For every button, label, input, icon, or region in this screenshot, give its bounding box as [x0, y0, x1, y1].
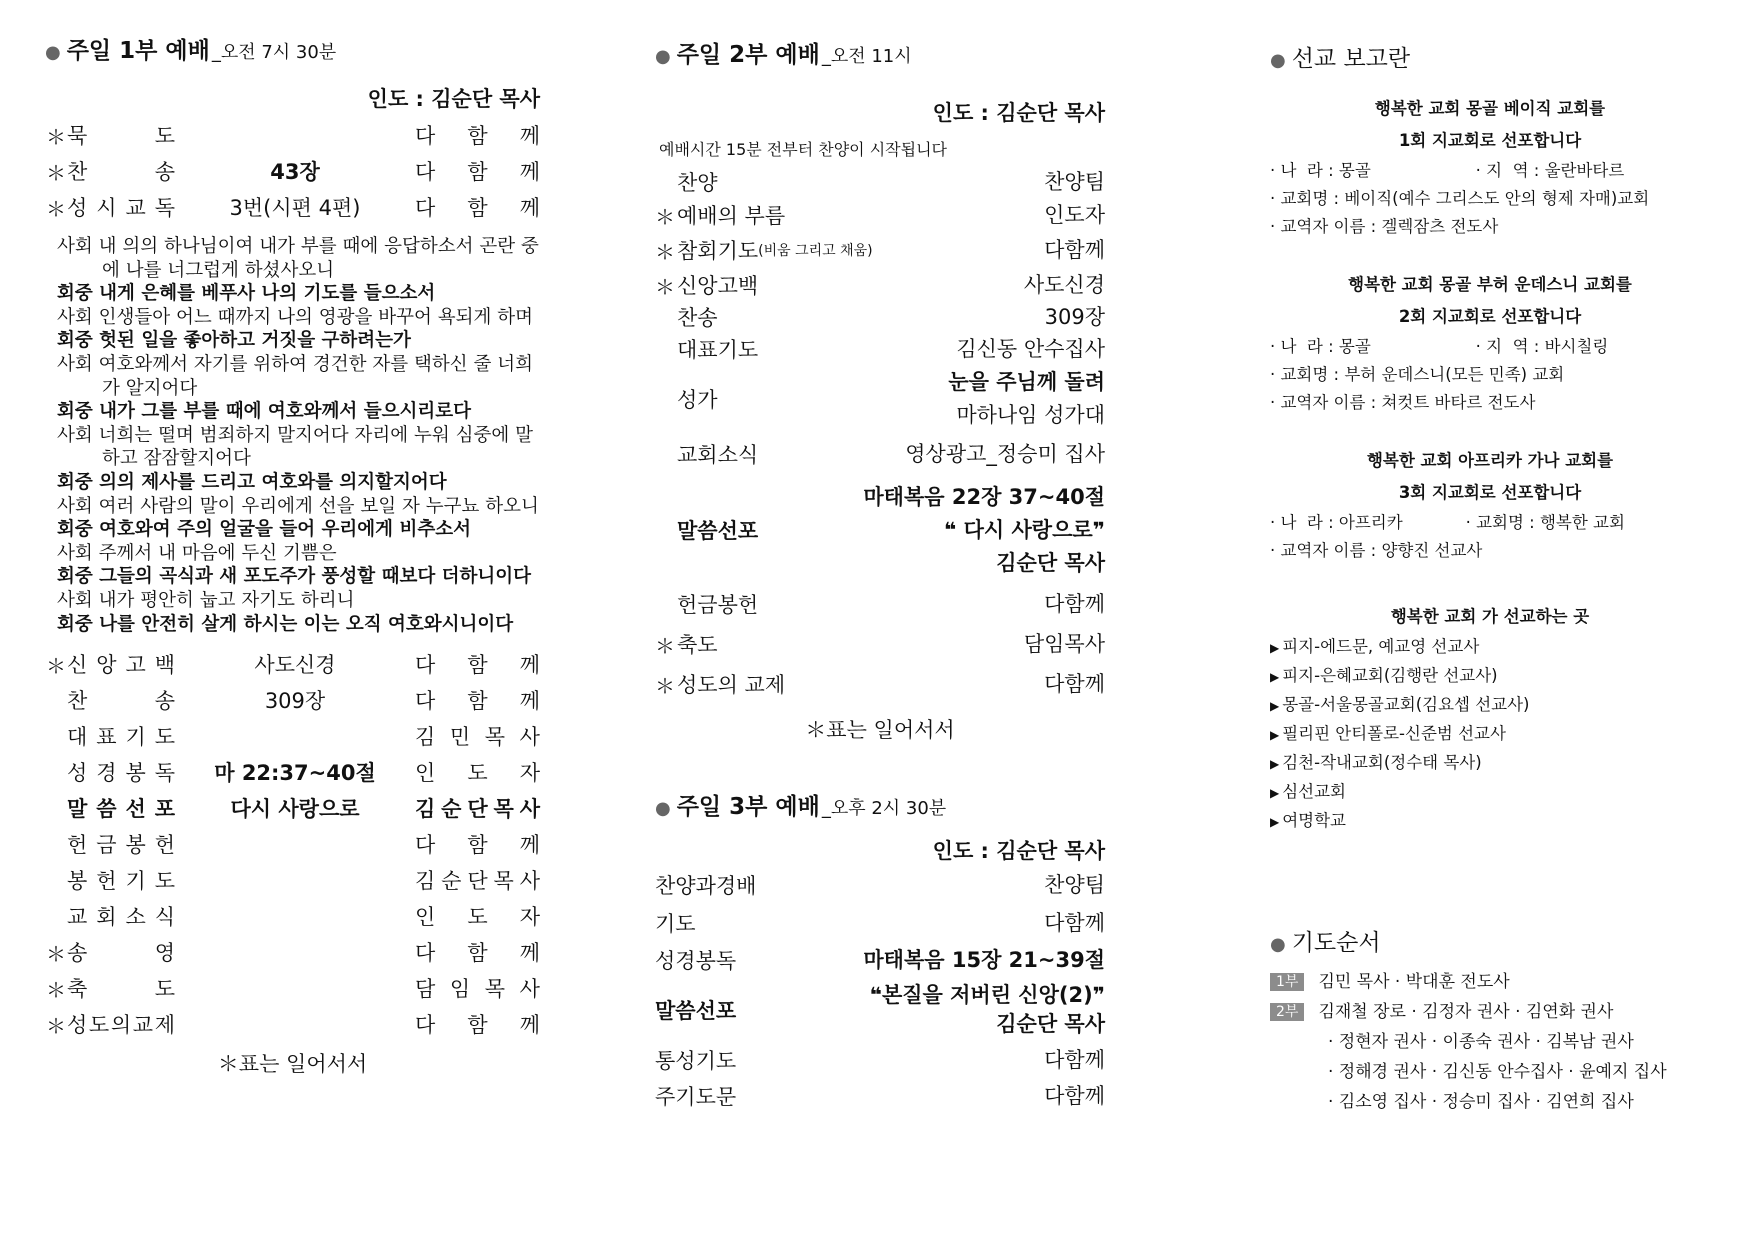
triangle-icon: ▶	[1270, 641, 1280, 655]
value-line: 마태복음 22장 37~40절	[863, 484, 1105, 509]
order-item-name: 기도	[655, 912, 696, 936]
order-item-value	[1044, 871, 1105, 900]
order-item-name: 대표기도	[677, 338, 759, 362]
order-row	[655, 332, 1105, 366]
mission-detail: · 교회명 : 부허 운데스니(모든 민족) 교회	[1270, 365, 1565, 384]
order-item-name: 교회소식	[677, 443, 759, 467]
order-item-name: 성 시 교 독	[67, 196, 175, 220]
stand-mark: ＊	[46, 124, 66, 149]
stand-mark: ＊	[46, 941, 66, 966]
stand-mark: ＊	[655, 204, 675, 229]
triangle-icon: ▶	[1270, 728, 1280, 742]
order-row	[655, 166, 1105, 198]
value-line: 담임목사	[1023, 632, 1105, 656]
service3-order	[655, 865, 1105, 1113]
order-item-detail: 다시 사랑으로	[230, 797, 360, 822]
value-line: 눈을 주님께 돌려	[948, 370, 1105, 394]
order-item-label	[655, 384, 718, 414]
order-row	[655, 624, 1105, 664]
stand-mark: ＊	[46, 653, 66, 678]
order-item-label	[655, 302, 718, 332]
mission-place	[1270, 720, 1710, 749]
mission-report	[1270, 93, 1710, 836]
order-item-person: 인 도 자	[415, 905, 540, 930]
order-item-person: 다 함 께	[415, 941, 540, 966]
value-line: 다함께	[1044, 238, 1105, 262]
value-line: 영상광고_정승미 집사	[905, 442, 1105, 466]
order-item-person: 담 임 목 사	[415, 977, 540, 1002]
responsive-reading	[57, 235, 540, 636]
mission-place	[1270, 807, 1710, 836]
order-item-label	[655, 995, 736, 1025]
prayer-row	[1270, 1027, 1710, 1057]
order-item-name: 찬 송	[67, 160, 175, 184]
service1-time: _오전 7시 30분	[211, 42, 337, 63]
mission-place-text: 피지-에드문, 예교영 선교사	[1282, 637, 1480, 656]
reading-line: 사회 너희는 떨며 범죄하지 말지어다 자리에 누워 심중에 말하고 잠잠할지어다	[57, 424, 533, 470]
order-item-note: (비움 그리고 채움)	[758, 243, 873, 259]
mission-heading: 행복한 교회 아프리카 가나 교회를	[1366, 451, 1614, 470]
order-item-label	[655, 439, 758, 469]
order-item-name: 말씀선포	[655, 999, 737, 1023]
order-item-detail: 309장	[264, 689, 326, 714]
order-item-value	[1045, 302, 1105, 332]
order-item-value	[948, 366, 1105, 432]
order-item-value	[1024, 629, 1105, 659]
service2-header	[655, 36, 1105, 69]
reading-line: 회중 의의 제사를 드리고 여호와를 의지할지어다	[57, 471, 447, 493]
order-item-person: 다 함 께	[415, 653, 540, 678]
order-row	[45, 754, 540, 790]
service3-time: _오후 2시 30분	[821, 798, 947, 819]
prayer-row	[1270, 967, 1710, 997]
order-item-value	[863, 481, 1105, 580]
reading-line: 회중 나를 안전히 살게 하시는 이는 오직 여호와시니이다	[57, 613, 514, 635]
bullet-icon: ●	[1270, 50, 1286, 71]
order-item-label	[655, 629, 718, 659]
reading-line: 사회 내가 평안히 눕고 자기도 하리니	[57, 589, 355, 611]
order-item-value	[905, 439, 1105, 469]
order-item-name: 말 씀 선 포	[67, 797, 175, 822]
order-row	[655, 366, 1105, 432]
order-item-value	[1044, 909, 1105, 938]
service2-title: 주일 2부 예배	[676, 42, 820, 68]
order-item-label	[655, 870, 756, 900]
service2-column	[655, 36, 1105, 1113]
prayer-header	[1270, 924, 1710, 957]
order-item-label	[655, 1045, 736, 1075]
value-line: ❝본질을 저버린 신앙(2)❞	[869, 983, 1105, 1007]
order-row	[45, 682, 540, 718]
reading-line: 회중 그들의 곡식과 새 포도주가 풍성할 때보다 더하니이다	[57, 566, 531, 588]
value-line: 인도자	[1044, 203, 1105, 227]
service1-order-top	[45, 117, 540, 225]
order-item-value	[863, 946, 1105, 975]
value-line: 마하나임 성가대	[956, 403, 1105, 427]
triangle-icon: ▶	[1270, 786, 1280, 800]
order-row	[655, 865, 1105, 905]
order-item-name: 성도의 교제	[677, 673, 786, 697]
order-item-name: 주기도문	[655, 1085, 737, 1109]
order-item-name: 송 영	[67, 941, 175, 966]
order-row	[655, 268, 1105, 302]
reading-line: 사회 인생들아 어느 때까지 나의 영광을 바꾸어 욕되게 하며	[57, 306, 533, 328]
order-item-person: 다 함 께	[415, 1013, 540, 1038]
order-item-name: 대 표 기 도	[67, 725, 175, 750]
stand-mark: ＊	[46, 977, 66, 1002]
order-item-detail: 사도신경	[254, 653, 336, 678]
reading-line: 사회 여러 사람의 말이 우리에게 선을 보일 자 누구뇨 하오니	[57, 495, 539, 517]
mission-place-text: 필리핀 안티폴로-신준범 선교사	[1282, 724, 1506, 743]
order-item-label	[655, 908, 696, 938]
mission-column	[1270, 40, 1710, 1117]
order-row	[45, 970, 540, 1006]
mission-detail: · 교역자 이름 : 겔렉잠츠 전도사	[1270, 217, 1499, 236]
mission-places-heading: 행복한 교회 가 선교하는 곳	[1390, 607, 1590, 626]
order-item-name: 묵 도	[67, 124, 175, 148]
order-item-name: 신 앙 고 백	[67, 653, 175, 678]
prayer-names: · 정현자 권사 · 이종숙 권사 · 김복남 권사	[1328, 1032, 1634, 1052]
order-item-value	[1044, 1082, 1105, 1111]
value-line: 김순단 목사	[996, 1012, 1105, 1036]
order-item-person: 김 순 단 목 사	[415, 797, 540, 822]
order-row	[45, 826, 540, 862]
service2-notice: 예배시간 15분 전부터 찬양이 시작됩니다	[659, 140, 947, 159]
order-item-value	[870, 981, 1105, 1039]
order-item-value	[1044, 1046, 1105, 1075]
order-row	[655, 941, 1105, 979]
order-item-value	[1044, 589, 1105, 619]
order-item-value	[1044, 167, 1105, 197]
value-line: 마태복음 15장 21~39절	[863, 947, 1105, 972]
order-row	[45, 646, 540, 682]
reading-line: 회중 헛된 일을 좋아하고 거짓을 구하려는가	[57, 330, 411, 352]
order-item-name: 헌금봉헌	[677, 593, 759, 617]
order-item-name: 찬양과경배	[655, 874, 757, 898]
service2-time: _오전 11시	[821, 46, 912, 67]
order-item-name: 말씀선포	[677, 519, 759, 543]
service3-title: 주일 3부 예배	[676, 794, 820, 820]
service1-leader: 인도 : 김순단 목사	[367, 87, 540, 111]
order-item-name: 봉 헌 기 도	[67, 869, 175, 894]
order-row	[655, 584, 1105, 624]
triangle-icon: ▶	[1270, 757, 1280, 771]
order-item-detail: 43장	[270, 160, 320, 184]
value-line: ❝ 다시 사랑으로❞	[944, 517, 1105, 542]
order-item-person: 다 함 께	[415, 689, 540, 714]
prayer-names: 김재철 장로 · 김정자 권사 · 김연화 권사	[1318, 1002, 1614, 1022]
mission-detail: · 교회명 : 베이직(예수 그리스도 안의 형제 자매)교회	[1270, 189, 1650, 208]
order-row	[45, 862, 540, 898]
prayer-row	[1270, 1087, 1710, 1117]
bullet-icon: ●	[1270, 934, 1286, 955]
mission-heading: 3회 지교회로 선포합니다	[1398, 483, 1582, 502]
value-line: 찬양팀	[1044, 170, 1105, 194]
reading-line: 사회 여호와께서 자기를 위하여 경건한 자를 택하신 줄 너희가 알지어다	[57, 353, 533, 399]
mission-detail: · 교역자 이름 : 쳐컷트 바타르 전도사	[1270, 393, 1536, 412]
mission-heading: 1회 지교회로 선포합니다	[1398, 131, 1582, 150]
order-item-label	[655, 945, 736, 975]
prayer-names: 김민 목사 · 박대훈 전도사	[1318, 972, 1510, 992]
reading-line: 회중 내가 그를 부를 때에 여호와께서 들으시리로다	[57, 401, 471, 423]
mission-heading: 행복한 교회 몽골 베이직 교회를	[1374, 99, 1606, 118]
bullet-icon: ●	[655, 46, 671, 67]
order-item-name: 축도	[677, 633, 718, 657]
order-item-person: 다 함 께	[415, 196, 540, 220]
order-row	[45, 718, 540, 754]
order-row	[45, 898, 540, 934]
order-row	[45, 153, 540, 189]
service-badge: 1부	[1270, 973, 1304, 991]
order-item-label	[655, 235, 873, 265]
stand-mark: ＊	[655, 239, 675, 264]
order-row	[45, 790, 540, 826]
stand-mark: ＊	[655, 274, 675, 299]
service1-order-bottom	[45, 646, 540, 1042]
order-item-name: 헌 금 봉 헌	[67, 833, 175, 858]
bullet-icon: ●	[45, 42, 61, 63]
prayer-names: · 김소영 집사 · 정승미 집사 · 김연희 집사	[1328, 1092, 1634, 1112]
prayer-row	[1270, 1057, 1710, 1087]
service3-header	[655, 788, 1105, 821]
order-row	[45, 117, 540, 153]
mission-place-text: 몽골-서울몽골교회(김요셉 선교사)	[1282, 695, 1530, 714]
value-line: 김순단 목사	[996, 550, 1105, 575]
order-row	[655, 905, 1105, 941]
stand-mark: ＊	[655, 673, 675, 698]
order-item-name: 성가	[677, 388, 718, 412]
mission-heading: 2회 지교회로 선포합니다	[1398, 307, 1582, 326]
order-row	[655, 1041, 1105, 1079]
spacer	[1270, 565, 1710, 593]
triangle-icon: ▶	[1270, 670, 1280, 684]
order-item-name: 신앙고백	[677, 274, 759, 298]
service2-footnote: ＊표는 일어서서	[805, 718, 955, 742]
stand-mark: ＊	[46, 196, 66, 221]
mission-place	[1270, 662, 1710, 691]
order-row	[45, 1006, 540, 1042]
triangle-icon: ▶	[1270, 699, 1280, 713]
value-line: 다함께	[1044, 910, 1105, 935]
order-item-label	[655, 1081, 736, 1111]
order-row	[655, 432, 1105, 476]
order-row	[45, 189, 540, 225]
service1-footnote: ＊표는 일어서서	[217, 1052, 368, 1077]
order-item-name: 찬송	[677, 306, 718, 330]
mission-header	[1270, 40, 1710, 73]
service3-leader: 인도 : 김순단 목사	[932, 839, 1105, 863]
mission-place	[1270, 749, 1710, 778]
order-item-person: 인 도 자	[415, 761, 540, 786]
prayer-row	[1270, 997, 1710, 1027]
service1-header	[45, 32, 540, 65]
order-item-value	[1044, 669, 1105, 699]
order-item-label	[655, 334, 758, 364]
triangle-icon: ▶	[1270, 815, 1280, 829]
value-line: 309장	[1044, 305, 1105, 329]
order-item-person: 김 순 단 목 사	[415, 869, 540, 894]
order-item-value	[1044, 235, 1105, 265]
mission-place	[1270, 633, 1710, 662]
service2-order	[655, 166, 1105, 704]
order-row	[655, 302, 1105, 332]
mission-place	[1270, 691, 1710, 720]
service1-title: 주일 1부 예배	[66, 38, 210, 64]
mission-place	[1270, 778, 1710, 807]
mission-place-text: 여명학교	[1282, 811, 1346, 830]
value-line: 찬양팀	[1044, 872, 1105, 897]
mission-place-text: 피지-은혜교회(김행란 선교사)	[1282, 666, 1498, 685]
order-item-detail: 3번(시편 4편)	[229, 196, 361, 220]
order-item-name: 성 도 의 교 제	[67, 1013, 175, 1038]
order-row	[655, 664, 1105, 704]
order-item-person: 김 민 목 사	[415, 725, 540, 750]
spacer	[1270, 417, 1710, 445]
order-row	[655, 1079, 1105, 1113]
order-item-name: 통성기도	[655, 1049, 737, 1073]
order-item-name: 축 도	[67, 977, 175, 1002]
stand-mark: ＊	[655, 633, 675, 658]
stand-mark: ＊	[46, 1013, 66, 1038]
mission-heading: 행복한 교회 몽골 부허 운데스니 교회를	[1348, 275, 1632, 294]
order-item-name: 찬 송	[67, 689, 175, 714]
mission-detail: · 나 라 : 몽골 · 지 역 : 울란바타르	[1270, 161, 1625, 180]
value-line: 다함께	[1044, 592, 1105, 616]
order-row	[655, 476, 1105, 584]
order-item-name: 참회기도	[677, 239, 759, 263]
service1-column	[45, 32, 540, 1078]
order-item-person: 다 함 께	[415, 124, 540, 148]
service2-leader: 인도 : 김순단 목사	[932, 101, 1105, 125]
order-item-label	[655, 669, 785, 699]
prayer-names: · 정해경 권사 · 김신동 안수집사 · 윤예지 집사	[1328, 1062, 1667, 1082]
order-item-name: 예배의 부름	[677, 204, 786, 228]
mission-detail: · 나 라 : 아프리카 · 교회명 : 행복한 교회	[1270, 513, 1625, 532]
value-line: 사도신경	[1023, 273, 1105, 297]
order-item-name: 성경봉독	[655, 949, 737, 973]
mission-detail: · 교역자 이름 : 양향진 선교사	[1270, 541, 1483, 560]
order-item-label	[655, 589, 758, 619]
order-item-detail: 마 22:37~40절	[214, 761, 376, 786]
order-item-name: 성 경 봉 독	[67, 761, 175, 786]
order-item-name: 찬양	[677, 171, 718, 195]
order-item-value	[956, 334, 1105, 364]
reading-line: 사회 내 의의 하나님이여 내가 부를 때에 응답하소서 곤란 중에 나를 너그럽게 하셨사오니	[57, 236, 539, 281]
mission-place-text: 심선교회	[1282, 782, 1346, 801]
service-badge: 2부	[1270, 1003, 1304, 1021]
order-item-person: 다 함 께	[415, 160, 540, 184]
order-item-label	[655, 200, 785, 230]
order-item-value	[1044, 200, 1105, 230]
value-line: 다함께	[1044, 1047, 1105, 1072]
order-item-name: 교 회 소 식	[67, 905, 175, 930]
order-item-label	[655, 167, 718, 197]
order-item-person: 다 함 께	[415, 833, 540, 858]
value-line: 다함께	[1044, 1083, 1105, 1108]
mission-title: 선교 보고란	[1291, 46, 1411, 72]
mission-detail: · 나 라 : 몽골 · 지 역 : 바시칠링	[1270, 337, 1609, 356]
order-row	[655, 198, 1105, 232]
order-item-label	[655, 515, 758, 545]
value-line: 다함께	[1044, 672, 1105, 696]
prayer-order	[1270, 967, 1710, 1117]
reading-line: 회중 여호와여 주의 얼굴을 들어 우리에게 비추소서	[57, 519, 471, 541]
reading-line: 회중 내게 은혜를 베푸사 나의 기도를 들으소서	[57, 283, 436, 305]
stand-mark: ＊	[46, 160, 66, 185]
value-line: 김신동 안수집사	[956, 337, 1105, 361]
order-row	[45, 934, 540, 970]
spacer	[1270, 241, 1710, 269]
order-row	[655, 232, 1105, 268]
order-item-value	[1024, 270, 1105, 300]
order-item-label	[655, 270, 758, 300]
prayer-title: 기도순서	[1291, 930, 1381, 956]
reading-line: 사회 주께서 내 마음에 두신 기쁨은	[57, 542, 337, 564]
mission-place-text: 김천-작내교회(정수태 목사)	[1282, 753, 1482, 772]
order-row	[655, 979, 1105, 1041]
bullet-icon: ●	[655, 798, 671, 819]
